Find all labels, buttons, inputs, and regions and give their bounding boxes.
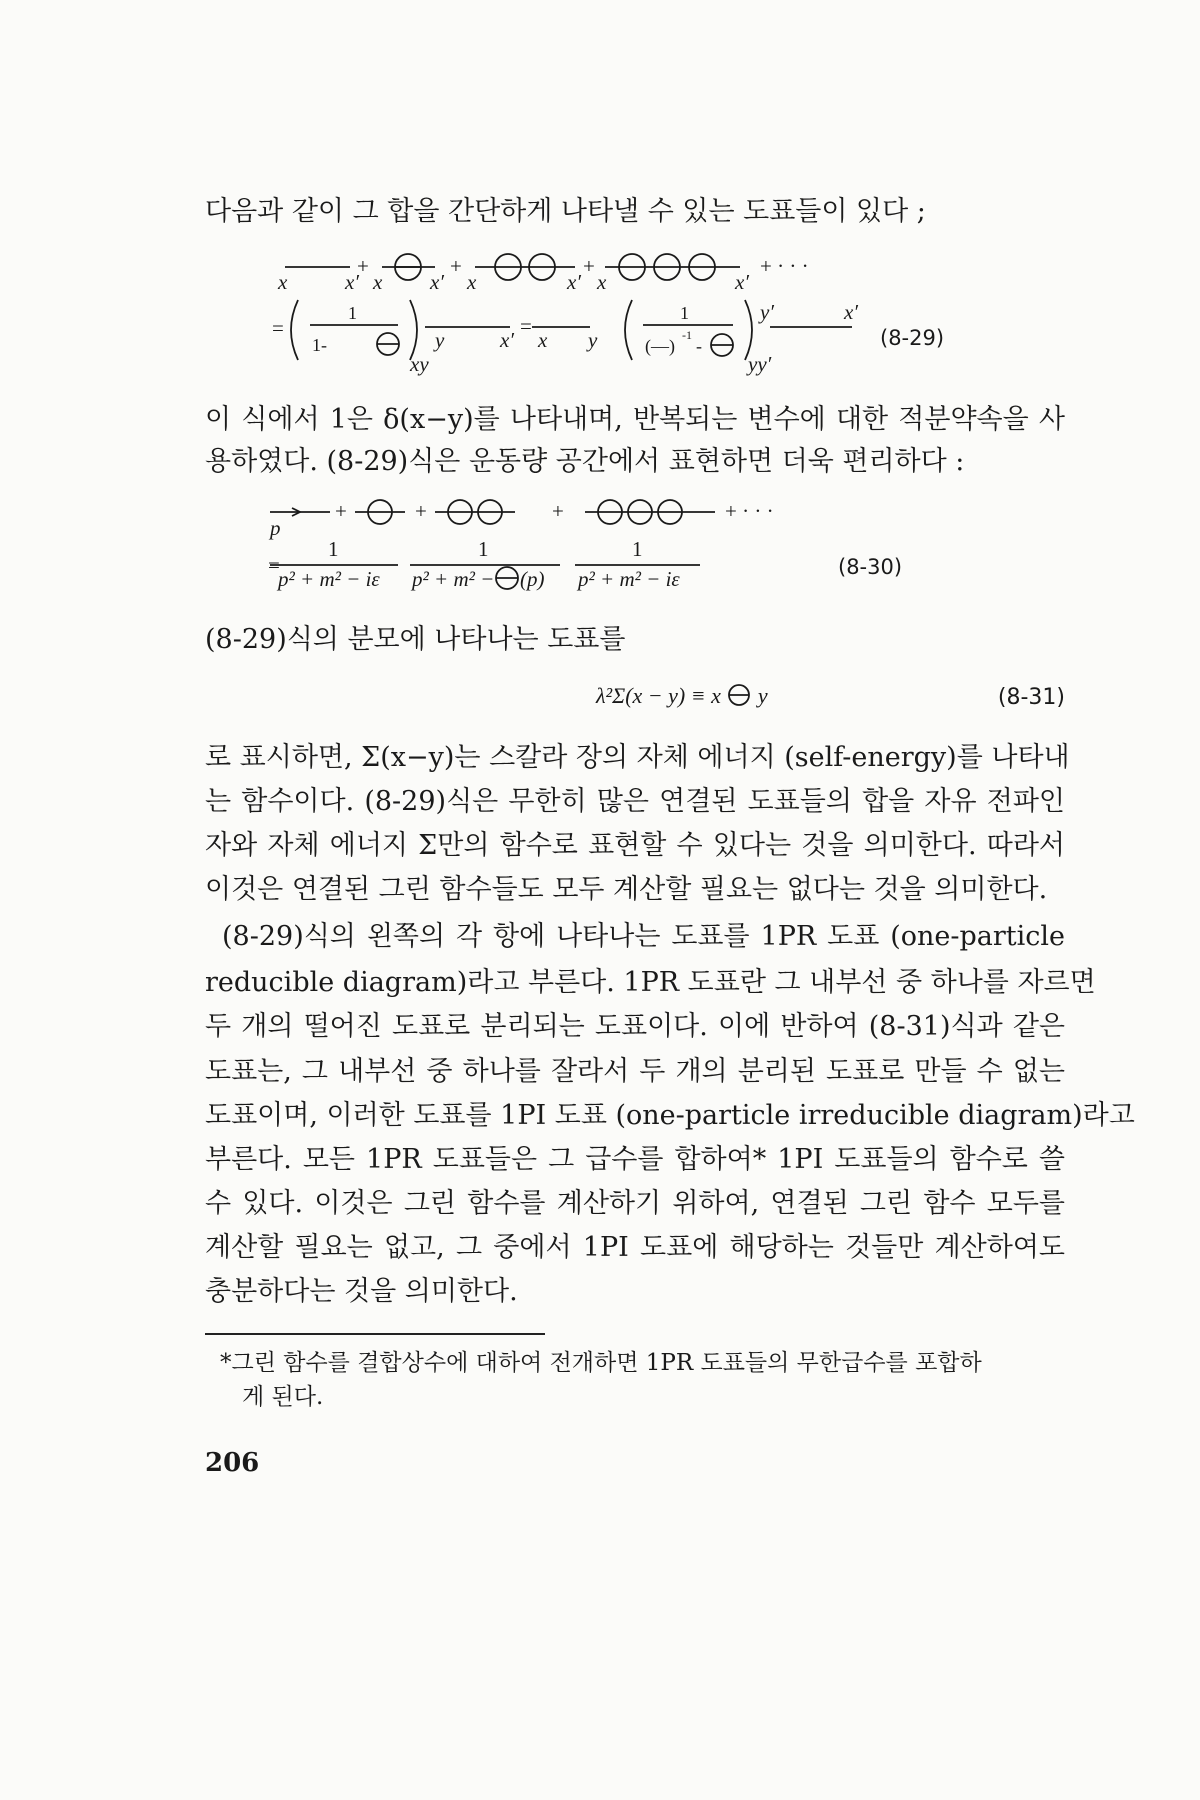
page-number: 206 <box>205 1448 260 1478</box>
footnote-line-1: *그린 함수를 결합상수에 대하여 전개하면 1PR 도표들의 무한급수를 포합하 <box>220 1350 982 1376</box>
equation-number: (8-30) <box>838 555 903 579</box>
text-line-15: 수 있다. 이것은 그린 함수를 계산하기 위하여, 연결된 그린 함수 모두를 <box>205 1188 1065 1219</box>
eq31-rhs: y <box>757 683 768 708</box>
svg-text:-: - <box>696 336 702 356</box>
svg-text:p² + m² −: p² + m² − <box>412 567 495 591</box>
text-line-17: 충분하다는 것을 의미한다. <box>205 1276 518 1307</box>
svg-text:x: x <box>467 270 477 294</box>
svg-text:-1: -1 <box>682 328 692 342</box>
footnote-rule <box>205 1333 545 1335</box>
svg-text:+ · · ·: + · · · <box>760 254 809 278</box>
svg-text:1: 1 <box>680 303 689 323</box>
svg-text:x′: x′ <box>345 270 359 294</box>
text-line-7: 자와 자체 에너지 Σ만의 함수로 표현할 수 있다는 것을 의미한다. 따라서 <box>205 830 1065 861</box>
svg-text:x: x <box>373 270 383 294</box>
svg-text:1: 1 <box>632 537 643 561</box>
text-line-2: 이 식에서 1은 δ(x−y)를 나타내며, 반복되는 변수에 대한 적분약속을 사 <box>205 404 1065 435</box>
text-line-10: reducible diagram)라고 부른다. 1PR 도표란 그 내부선 중 하나를 자르면 <box>205 967 1096 998</box>
svg-text:+: + <box>552 499 564 523</box>
text-line-9: (8-29)식의 왼쪽의 각 항에 나타나는 도표를 1PR 도표 (one-particle <box>222 921 1065 952</box>
equation-number: (8-29) <box>880 326 945 350</box>
svg-text:+: + <box>415 499 427 523</box>
svg-text:x: x <box>538 328 548 352</box>
equation-8-30 <box>270 500 1070 610</box>
text-line-5: 로 표시하면, Σ(x−y)는 스칼라 장의 자체 에너지 (self-energy)를 나타내 <box>205 742 1070 773</box>
equation-8-31 <box>596 683 768 709</box>
text-line-13: 도표이며, 이러한 도표를 1PI 도표 (one-particle irreducible diagram)라고 <box>205 1100 1135 1131</box>
svg-text:x: x <box>278 270 288 294</box>
svg-text:1: 1 <box>328 537 339 561</box>
svg-text:y: y <box>588 328 598 352</box>
svg-text:x: x <box>597 270 607 294</box>
svg-text:+ · · ·: + · · · <box>725 499 774 523</box>
eq31-lhs: λ²Σ(x − y) ≡ x <box>596 683 721 708</box>
svg-text:x′: x′ <box>844 300 858 324</box>
svg-text:1-: 1- <box>312 335 327 355</box>
svg-text:+: + <box>357 254 369 278</box>
text-line-4: (8-29)식의 분모에 나타나는 도표를 <box>205 624 626 655</box>
text-line-6: 는 함수이다. (8-29)식은 무한히 많은 연결된 도표들의 합을 자유 전파인 <box>205 786 1065 817</box>
footnote <box>220 1346 1070 1414</box>
svg-text:=: = <box>268 553 280 577</box>
svg-text:1: 1 <box>478 537 489 561</box>
text-line-1: 다음과 같이 그 합을 간단하게 나타낼 수 있는 도표들이 있다 ; <box>205 196 926 227</box>
text-line-8: 이것은 연결된 그린 함수들도 모두 계산할 필요는 없다는 것을 의미한다. <box>205 874 1048 905</box>
svg-text:=: = <box>520 314 532 338</box>
svg-text:xy: xy <box>410 352 429 376</box>
text-line-11: 두 개의 떨어진 도표로 분리되는 도표이다. 이에 반하여 (8-31)식과 같은 <box>205 1011 1065 1042</box>
svg-text:p: p <box>270 516 281 540</box>
svg-text:y′: y′ <box>760 300 774 324</box>
svg-text:=: = <box>272 316 284 340</box>
svg-text:x′: x′ <box>500 328 514 352</box>
equation-number-8-31: (8-31) <box>997 685 1065 710</box>
equation-8-29 <box>270 245 1070 385</box>
text-line-3: 용하였다. (8-29)식은 운동량 공간에서 표현하면 더욱 편리하다 : <box>205 446 965 477</box>
svg-text:x′: x′ <box>735 270 749 294</box>
text-line-14: 부른다. 모든 1PR 도표들은 그 급수를 합하여* 1PI 도표들의 함수로 쓸 <box>205 1144 1065 1175</box>
svg-text:+: + <box>450 254 462 278</box>
text-line-16: 계산할 필요는 없고, 그 중에서 1PI 도표에 해당하는 것들만 계산하여도 <box>205 1232 1065 1263</box>
svg-text:x′: x′ <box>430 270 444 294</box>
svg-text:+: + <box>583 254 595 278</box>
svg-text:+: + <box>335 499 347 523</box>
self-energy-blob-icon <box>726 684 752 706</box>
svg-text:(—): (—) <box>645 336 675 356</box>
svg-text:p² + m² − iε: p² + m² − iε <box>578 567 680 591</box>
text-line-12: 도표는, 그 내부선 중 하나를 잘라서 두 개의 분리된 도표로 만들 수 없는 <box>205 1056 1065 1087</box>
svg-text:y: y <box>435 328 445 352</box>
svg-text:(p): (p) <box>520 567 545 591</box>
svg-text:1: 1 <box>348 303 357 323</box>
svg-text:yy′: yy′ <box>748 352 772 376</box>
svg-text:p² + m² − iε: p² + m² − iε <box>278 567 380 591</box>
footnote-line-2: 게 된다. <box>242 1384 324 1410</box>
svg-text:x′: x′ <box>567 270 581 294</box>
